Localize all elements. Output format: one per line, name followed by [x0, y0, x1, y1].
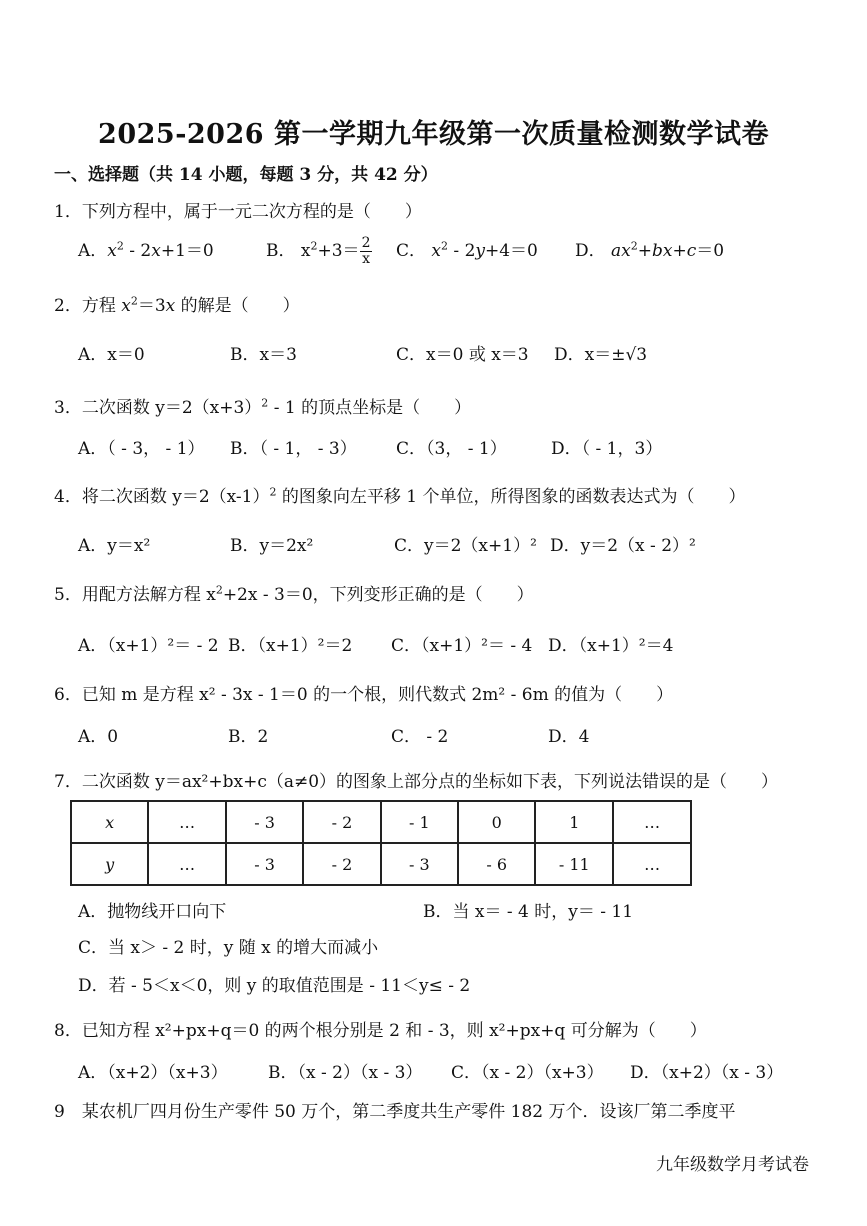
- q4-option-b: B．y＝2x²: [230, 536, 314, 556]
- q3-option-b: B．（ - 1， - 3）: [230, 439, 357, 459]
- table-cell: y: [71, 843, 148, 885]
- q3-option-c: C．（3， - 1）: [396, 439, 507, 459]
- table-row-x: [71, 801, 691, 843]
- page-footer: 九年级数学月考试卷: [656, 1155, 809, 1175]
- q6-option-a: A．0: [78, 727, 119, 747]
- question-4-stem: 4．将二次函数 $y=2(x-1)^2$ 的图象向左平移 1 个单位，所得图象的函数表达式为（ ）: [54, 485, 746, 507]
- question-3-stem: 3．二次函数 $y=2(x+3)^2 - 1$ 的顶点坐标是（ ）: [54, 396, 472, 418]
- q3-option-d: D．（ - 1，3）: [551, 439, 663, 459]
- q3-option-a: A．（ - 3， - 1）: [78, 439, 205, 459]
- table-row-y: [71, 843, 691, 885]
- table-cell: …: [148, 801, 226, 843]
- table-cell: - 2: [303, 843, 380, 885]
- q2-option-d: D．x＝±√3: [554, 345, 648, 365]
- q1-option-d: D． $ax^2+bx+c=0$: [575, 239, 725, 261]
- q7-option-a: A．抛物线开口向下: [78, 902, 227, 922]
- q2-option-a: A．x＝0: [78, 345, 145, 365]
- table-cell: - 3: [381, 843, 458, 885]
- table-cell: …: [148, 843, 226, 885]
- table-cell: 1: [535, 801, 613, 843]
- question-8-stem: 8．已知方程 x²+px+q＝0 的两个根分别是 2 和 - 3，则 x²+px+q 可分解为（ ）: [54, 1021, 707, 1041]
- q6-option-c: C． - 2: [391, 727, 449, 747]
- q4-option-d: D．y＝2（x - 2）²: [550, 536, 696, 556]
- question-9-stem: 9 某农机厂四月份生产零件 50 万个，第二季度共生产零件 182 万个．设该厂第二季度平: [54, 1102, 736, 1122]
- q1-option-a: A．$x^2 - 2x+1=0$: [78, 239, 214, 261]
- q4-option-a: A．y＝x²: [78, 536, 151, 556]
- table-cell: - 1: [381, 801, 458, 843]
- q8-option-c: C．（x - 2）（x+3）: [451, 1063, 604, 1083]
- q5-option-a: A．（x+1）²＝ - 2: [78, 636, 219, 656]
- question-7-stem: 7．二次函数 y＝ax²+bx+c（a≠0）的图象上部分点的坐标如下表，下列说法错误的是（ ）: [54, 772, 779, 792]
- question-2-stem: 2．方程 $x^2=3x$ 的解是（ ）: [54, 294, 300, 316]
- exam-title: 2025-2026 第一学期九年级第一次质量检测数学试卷: [98, 119, 769, 150]
- question-5-stem: 5．用配方法解方程 $x^2+2x - 3=0$，下列变形正确的是（ ）: [54, 583, 534, 605]
- table-cell: …: [613, 801, 691, 843]
- q8-option-d: D．（x+2）（x - 3）: [630, 1063, 784, 1083]
- q5-option-c: C．（x+1）²＝ - 4: [391, 636, 533, 656]
- q8-option-b: B．（x - 2）（x - 3）: [268, 1063, 423, 1083]
- table-cell: - 3: [226, 801, 303, 843]
- q1-option-c: C． $x^2 - 2y+4=0$: [396, 239, 538, 261]
- q1-option-b: B． $x^2+3=$ $\frac{2}{x}$: [266, 235, 371, 267]
- q6-option-b: B．2: [228, 727, 269, 747]
- q6-option-d: D．4: [548, 727, 590, 747]
- q2-option-c: C．x＝0 或 x＝3: [396, 345, 529, 365]
- q4-option-c: C．y＝2（x+1）²: [394, 536, 537, 556]
- table-cell: 0: [458, 801, 535, 843]
- q2-option-b: B．x＝3: [230, 345, 297, 365]
- q7-option-b: B．当 x＝ - 4 时，y＝ - 11: [423, 902, 634, 922]
- q7-option-d: D．若 - 5＜x＜0，则 y 的取值范围是 - 11＜y≤ - 2: [78, 976, 471, 996]
- question-1-stem: 1．下列方程中，属于一元二次方程的是（ ）: [54, 202, 422, 222]
- q7-option-c: C．当 x＞ - 2 时，y 随 x 的增大而减小: [78, 938, 379, 958]
- table-cell: x: [71, 801, 148, 843]
- table-cell: …: [613, 843, 691, 885]
- table-cell: - 6: [458, 843, 535, 885]
- question-6-stem: 6．已知 m 是方程 x² - 3x - 1＝0 的一个根，则代数式 2m² - 6m 的值为（ ）: [54, 685, 674, 705]
- section-heading: 一、选择题（共 14 小题，每题 3 分，共 42 分）: [54, 165, 438, 185]
- q5-option-b: B．（x+1）²＝2: [228, 636, 353, 656]
- table-cell: - 11: [535, 843, 613, 885]
- table-cell: - 3: [226, 843, 303, 885]
- values-table: [70, 800, 692, 886]
- table-cell: - 2: [303, 801, 380, 843]
- q8-option-a: A．（x+2）（x+3）: [78, 1063, 228, 1083]
- q5-option-d: D．（x+1）²＝4: [548, 636, 674, 656]
